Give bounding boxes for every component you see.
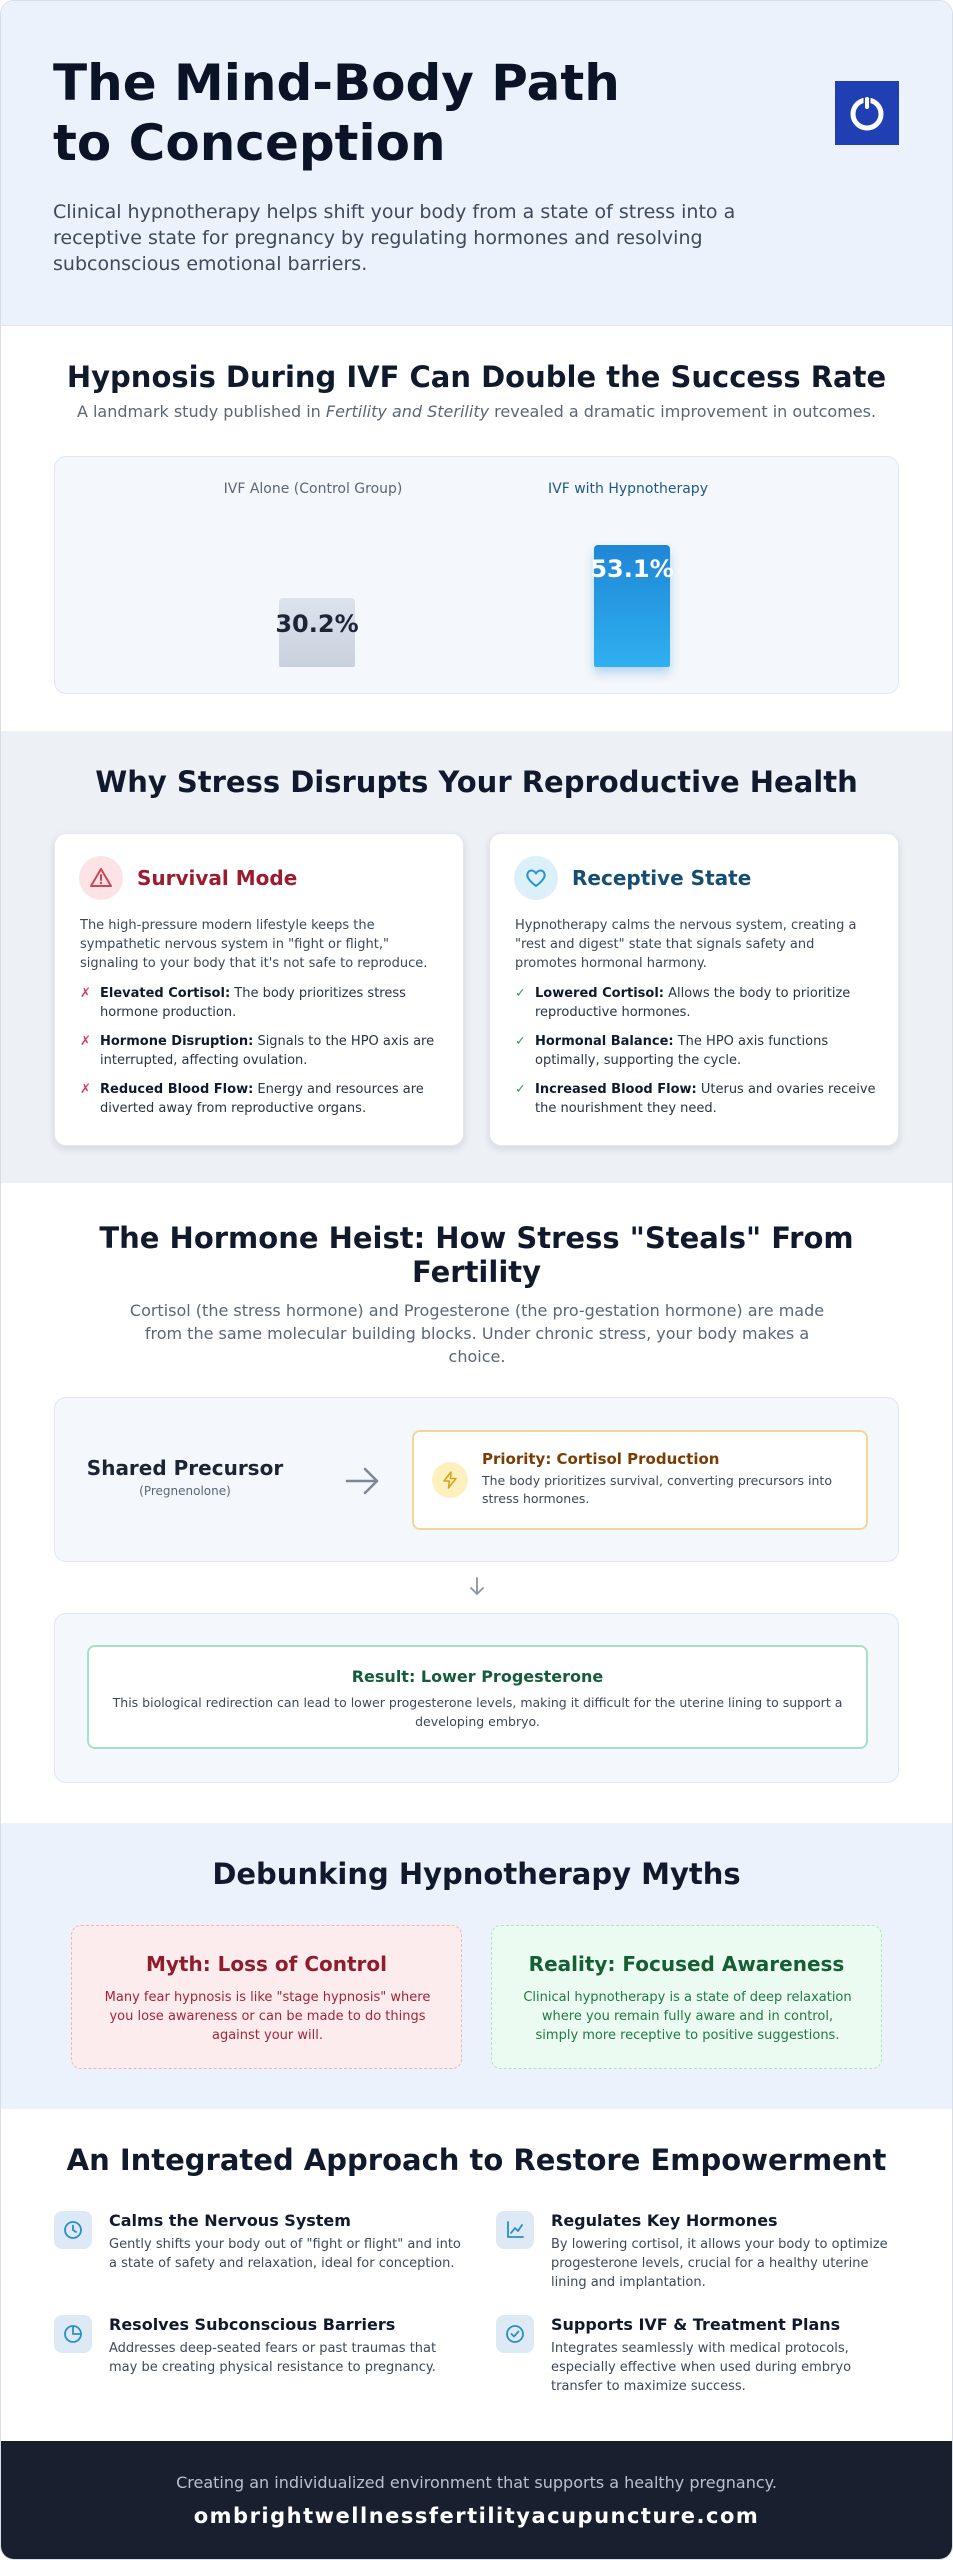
check-mark-icon: ✓	[515, 1082, 526, 1097]
x-mark-icon: ✗	[80, 1082, 91, 1097]
study-section	[1, 326, 952, 731]
lightning-icon	[432, 1462, 468, 1498]
receptive-point-2	[515, 1032, 885, 1070]
footer	[1, 2441, 952, 2560]
hero-section	[1, 1, 952, 326]
study-subtitle-post: revealed a dramatic improvement in outcomes.	[489, 402, 877, 421]
receptive-point-2-text: The HPO axis functions optimally, supporting the cycle.	[535, 1034, 829, 1068]
feature-text-ivf: Integrates seamlessly with medical protocols, especially effective when used during embryo transfer to maximize success.	[551, 2341, 852, 2394]
precursor-subtitle: (Pregnenolone)	[139, 1484, 231, 1498]
survival-point-3	[80, 1080, 450, 1118]
survival-point-3-label: Reduced Blood Flow:	[100, 1082, 254, 1097]
chart-icon	[496, 2211, 534, 2249]
feature-text-hormones: By lowering cortisol, it allows your body to optimize progesterone levels, crucial for a healthy uterine lining and implantation.	[551, 2237, 888, 2290]
feature-title-barriers: Resolves Subconscious Barriers	[109, 2315, 396, 2334]
feature-text-calm: Gently shifts your body out of "fight or flight" and into a state of safety and relaxation, ideal for conception.	[109, 2237, 461, 2271]
arrow-down-icon	[467, 1575, 487, 1599]
receptive-point-3	[515, 1080, 885, 1118]
survival-point-3-text: Energy and resources are diverted away from reproductive organs.	[100, 1082, 424, 1116]
myths-section	[1, 1823, 952, 2109]
priority-box	[412, 1430, 868, 1530]
result-title: Result: Lower Progesterone	[351, 1667, 604, 1686]
hormone-heist-section	[1, 1183, 952, 1823]
bar-value-control: 30.2%	[275, 609, 359, 638]
x-mark-icon: ✗	[80, 1034, 91, 1049]
receptive-point-2-label: Hormonal Balance:	[535, 1034, 674, 1049]
myth-title: Myth: Loss of Control	[145, 1952, 388, 1976]
reality-title: Reality: Focused Awareness	[528, 1952, 845, 1976]
priority-text: The body prioritizes survival, converting precursors into stress hormones.	[482, 1473, 832, 1506]
arrow-right-icon	[343, 1464, 383, 1498]
page-title	[53, 53, 693, 173]
survival-mode-title: Survival Mode	[137, 866, 298, 890]
power-icon	[845, 91, 889, 135]
check-circle-icon	[496, 2315, 534, 2353]
precursor-flow-card	[54, 1397, 899, 1562]
footer-website-link[interactable]: ombrightwellnessfertilityacupuncture.com	[193, 2504, 760, 2528]
journal-name: Fertility and Sterility	[325, 402, 490, 421]
footer-tagline: Creating an individualized environment that supports a healthy pregnancy.	[176, 2473, 777, 2492]
result-flow-card	[54, 1613, 899, 1783]
x-mark-icon: ✗	[80, 986, 91, 1001]
feature-title-ivf: Supports IVF & Treatment Plans	[551, 2315, 841, 2334]
clock-icon	[54, 2211, 92, 2249]
myth-card	[71, 1925, 462, 2069]
survival-point-2-label: Hormone Disruption:	[100, 1034, 254, 1049]
receptive-point-3-text: Uterus and ovaries receive the nourishment they need.	[535, 1082, 876, 1116]
logo	[835, 81, 899, 145]
stress-section	[1, 731, 952, 1183]
page-title-line2: to Conception	[53, 114, 446, 172]
receptive-state-intro: Hypnotherapy calms the nervous system, creating a "rest and digest" state that signals safety and promotes hormonal harmony.	[515, 918, 857, 971]
check-mark-icon: ✓	[515, 1034, 526, 1049]
survival-point-1-text: The body prioritizes stress hormone production.	[100, 986, 406, 1020]
survival-mode-card	[54, 833, 464, 1146]
stress-title: Why Stress Disrupts Your Reproductive Health	[95, 765, 858, 799]
survival-point-2	[80, 1032, 450, 1070]
survival-point-1-label: Elevated Cortisol:	[100, 986, 231, 1001]
receptive-point-1-text: Allows the body to prioritize reproductive hormones.	[535, 986, 851, 1020]
heist-title-line1: The Hormone Heist: How Stress "Steals" From	[99, 1221, 854, 1255]
feature-title-hormones: Regulates Key Hormones	[551, 2211, 778, 2230]
receptive-state-card	[489, 833, 899, 1146]
myths-title: Debunking Hypnotherapy Myths	[212, 1857, 741, 1891]
pie-chart-icon	[54, 2315, 92, 2353]
survival-mode-intro: The high-pressure modern lifestyle keeps the sympathetic nervous system in "fight or flight," signaling to your body that it's not safe to reproduce.	[80, 918, 428, 971]
success-rate-chart	[54, 456, 899, 694]
hero-description: Clinical hypnotherapy helps shift your body from a state of stress into a receptive state for pregnancy by regulating hormones and resolving subconscious emotional barriers.	[53, 201, 736, 275]
receptive-state-title: Receptive State	[572, 866, 752, 890]
heist-title	[1, 1221, 952, 1289]
survival-point-1	[80, 984, 450, 1022]
survival-point-2-text: Signals to the HPO axis are interrupted, affecting ovulation.	[100, 1034, 435, 1068]
integrated-title: An Integrated Approach to Restore Empowerment	[66, 2143, 887, 2177]
receptive-point-1	[515, 984, 885, 1022]
warning-icon	[79, 856, 123, 900]
feature-text-barriers: Addresses deep-seated fears or past traumas that may be creating physical resistance to pregnancy.	[109, 2341, 437, 2375]
integrated-section	[1, 2109, 952, 2441]
feature-title-calm: Calms the Nervous System	[109, 2211, 351, 2230]
bar-value-hypnotherapy: 53.1%	[590, 554, 674, 583]
check-mark-icon: ✓	[515, 986, 526, 1001]
precursor-title: Shared Precursor	[86, 1456, 284, 1480]
bar-label-control: IVF Alone (Control Group)	[223, 481, 403, 497]
result-text: This biological redirection can lead to lower progesterone levels, making it difficult for the uterine lining to support a developing embryo.	[112, 1695, 843, 1729]
page-title-line1: The Mind-Body Path	[53, 54, 620, 112]
heart-icon	[514, 856, 558, 900]
study-title: Hypnosis During IVF Can Double the Success Rate	[66, 360, 887, 394]
reality-card	[491, 1925, 882, 2069]
priority-title: Priority: Cortisol Production	[482, 1450, 720, 1468]
reality-text: Clinical hypnotherapy is a state of deep relaxation where you remain fully aware and in control, simply more receptive to positive suggestions.	[523, 1990, 852, 2043]
heist-description: Cortisol (the stress hormone) and Progesterone (the pro-gestation hormone) are made from the same molecular building blocks. Under chronic stress, your body makes a choice.	[129, 1301, 825, 1366]
receptive-point-1-label: Lowered Cortisol:	[535, 986, 664, 1001]
receptive-point-3-label: Increased Blood Flow:	[535, 1082, 697, 1097]
bar-label-hypnotherapy: IVF with Hypnotherapy	[548, 481, 708, 497]
study-subtitle	[1, 402, 952, 421]
study-subtitle-pre: A landmark study published in	[76, 402, 326, 421]
result-box	[87, 1645, 868, 1749]
myth-text: Many fear hypnosis is like "stage hypnosis" where you lose awareness or can be made to do things against your will.	[104, 1990, 431, 2043]
heist-title-line2: Fertility	[411, 1255, 542, 1289]
